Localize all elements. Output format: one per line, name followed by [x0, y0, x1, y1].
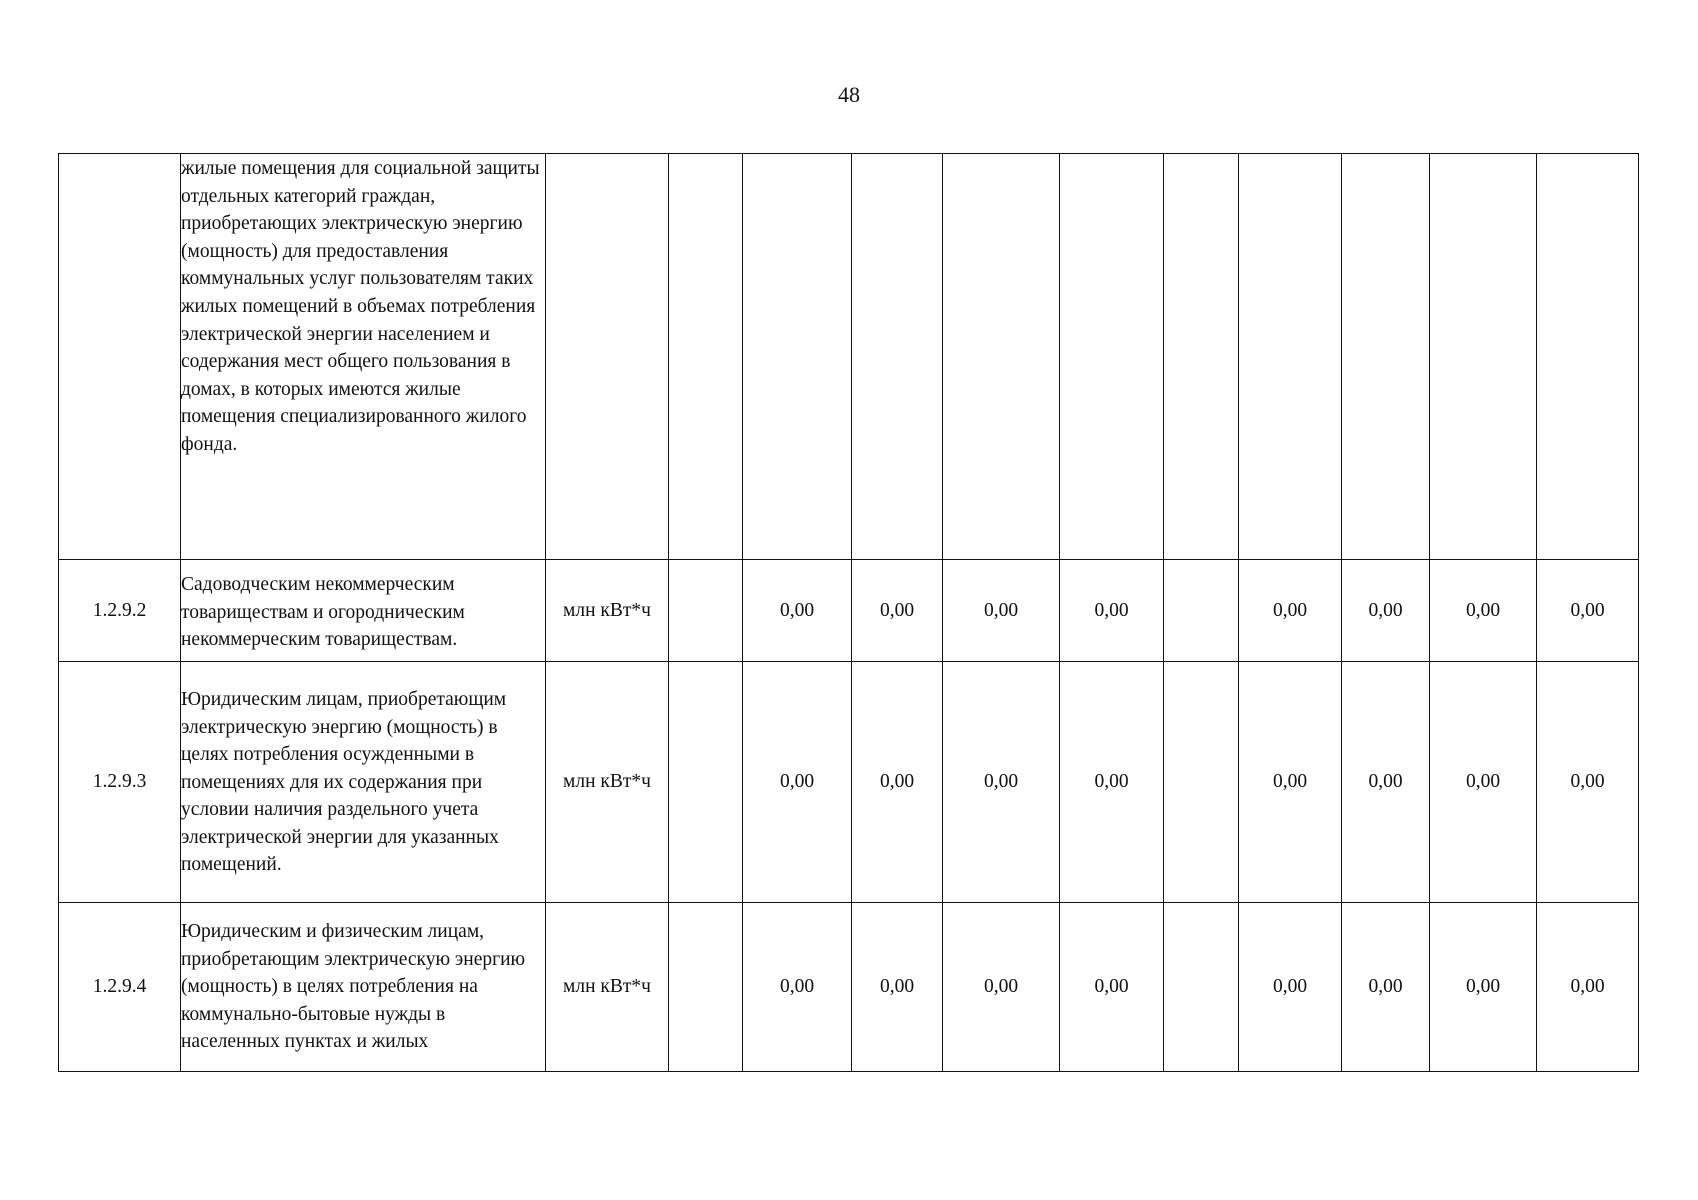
table-row: [59, 662, 1639, 903]
value-cell: [1164, 560, 1239, 662]
value-cell: 0,00: [1430, 560, 1537, 662]
value-cell: 0,00: [1342, 662, 1430, 903]
value-cell: [1342, 154, 1430, 560]
value-cell: [669, 662, 743, 903]
row-number: [59, 154, 181, 560]
row-description: жилые помещения для социальной защиты отдельных категорий граждан, приобретающих электрическую энергию (мощность) для предоставления коммунальных услуг пользователям таких жилых помещений в объемах потребления электрической энергии населением и содержания мест общего пользования в домах, в которых имеются жилые помещения специализированного жилого фонда.: [181, 154, 546, 560]
row-unit: млн кВт*ч: [546, 560, 669, 662]
row-unit: [546, 154, 669, 560]
value-cell: [1537, 154, 1639, 560]
value-cell: 0,00: [743, 903, 852, 1072]
value-cell: [852, 154, 943, 560]
value-cell: 0,00: [1060, 560, 1164, 662]
row-number: 1.2.9.4: [59, 903, 181, 1072]
value-cell: 0,00: [743, 662, 852, 903]
value-cell: [669, 560, 743, 662]
row-number: 1.2.9.2: [59, 560, 181, 662]
value-cell: 0,00: [1060, 903, 1164, 1072]
value-cell: [1164, 903, 1239, 1072]
value-cell: [1164, 662, 1239, 903]
row-description: Садоводческим некоммерческим товариществам и огородническим некоммерческим товариществам.: [181, 560, 546, 662]
value-cell: 0,00: [852, 903, 943, 1072]
value-cell: 0,00: [1537, 903, 1639, 1072]
value-cell: 0,00: [1430, 662, 1537, 903]
value-cell: 0,00: [852, 560, 943, 662]
value-cell: 0,00: [1430, 903, 1537, 1072]
table-row: [59, 560, 1639, 662]
value-cell: 0,00: [943, 662, 1060, 903]
value-cell: [1430, 154, 1537, 560]
value-cell: 0,00: [1239, 662, 1342, 903]
value-cell: 0,00: [852, 662, 943, 903]
row-description: Юридическим лицам, приобретающим электрическую энергию (мощность) в целях потребления осужденными в помещениях для их содержания при условии наличия раздельного учета электрической энергии для указанных помещений.: [181, 662, 546, 903]
value-cell: [743, 154, 852, 560]
value-cell: [1239, 154, 1342, 560]
value-cell: 0,00: [743, 560, 852, 662]
value-cell: [943, 154, 1060, 560]
value-cell: 0,00: [1239, 560, 1342, 662]
row-unit: млн кВт*ч: [546, 662, 669, 903]
value-cell: 0,00: [943, 560, 1060, 662]
row-description: Юридическим и физическим лицам, приобретающим электрическую энергию (мощность) в целях потребления на коммунально-бытовые нужды в населенных пунктах и жилых: [181, 903, 546, 1072]
value-cell: 0,00: [1239, 903, 1342, 1072]
value-cell: 0,00: [943, 903, 1060, 1072]
table-row: [59, 154, 1639, 560]
value-cell: 0,00: [1342, 560, 1430, 662]
page-number: 48: [838, 82, 860, 107]
value-cell: 0,00: [1060, 662, 1164, 903]
value-cell: [1164, 154, 1239, 560]
table-row: [59, 903, 1639, 1072]
value-cell: 0,00: [1537, 662, 1639, 903]
value-cell: [669, 154, 743, 560]
value-cell: [669, 903, 743, 1072]
row-number: 1.2.9.3: [59, 662, 181, 903]
value-cell: 0,00: [1342, 903, 1430, 1072]
row-unit: млн кВт*ч: [546, 903, 669, 1072]
value-cell: [1060, 154, 1164, 560]
value-cell: 0,00: [1537, 560, 1639, 662]
data-table: [58, 153, 1639, 1072]
